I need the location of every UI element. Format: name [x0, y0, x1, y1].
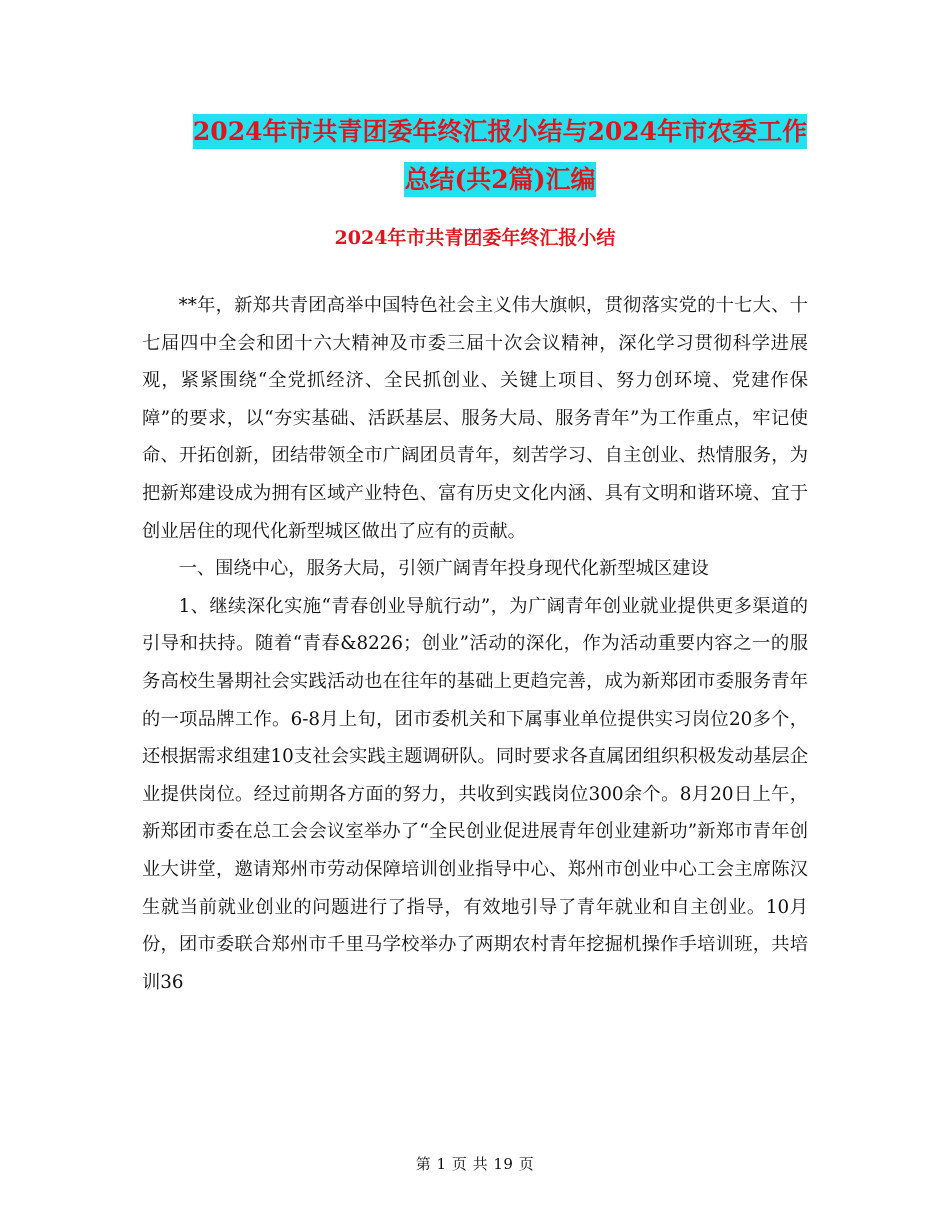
body-paragraph-item-1: 1、继续深化实施“青春创业导航行动”，为广阔青年创业就业提供更多渠道的引导和扶持。随着“青春&8226；创业”活动的深化，作为活动重要内容之一的服务高校生暑期社会实践活动也在往年的基础上更趋完善，成为新郑团市委服务青年的一项品牌工作。6-8月上旬，团市委机关和下属事业单位提供实习岗位20多个，还根据需求组建10支社会实践主题调研队。同时要求各直属团组织积极发动基层企业提供岗位。经过前期各方面的努力，共收到实践岗位300余个。8月20日上午，新郑团市委在总工会会议室举办了“全民创业促进展青年创业建新功”新郑市青年创业大讲堂，邀请郑州市劳动保障培训创业指导中心、郑州市创业中心工会主席陈汉生就当前就业创业的问题进行了指导，有效地引导了青年就业和自主创业。10月份，团市委联合郑州市千里马学校举办了两期农村青年挖掘机操作手培训班，共培训36: [142, 595, 808, 993]
body-paragraph-heading-1: 一、围绕中心，服务大局，引领广阔青年投身现代化新型城区建设: [178, 558, 709, 580]
page-number-footer: 第 1 页 共 19 页: [415, 1155, 535, 1173]
section-title: 2024年市共青团委年终汇报小结: [334, 227, 616, 249]
body-paragraph-intro: **年，新郑共青团高举中国特色社会主义伟大旗帜，贯彻落实党的十七大、十七届四中全会和团十六大精神及市委三届十次会议精神，深化学习贯彻科学进展观，紧紧围绕“全党抓经济、全民抓创业、关键上项目、努力创环境、党建作保障”的要求，以“夯实基础、活跃基层、服务大局、服务青年”为工作重点，牢记使命、开拓创新，团结带领全市广阔团员青年，刻苦学习、自主创业、热情服务，为把新郑建设成为拥有区域产业特色、富有历史文化内涵、具有文明和谐环境、宜于创业居住的现代化新型城区做出了应有的贡献。: [142, 295, 808, 542]
document-title: [100, 108, 900, 204]
document-title-line-1: 2024年市共青团委年终汇报小结与2024年市农委工作: [193, 114, 807, 149]
document-title-line-2: 总结(共2篇)汇编: [404, 162, 595, 197]
document-body: [142, 287, 808, 1001]
